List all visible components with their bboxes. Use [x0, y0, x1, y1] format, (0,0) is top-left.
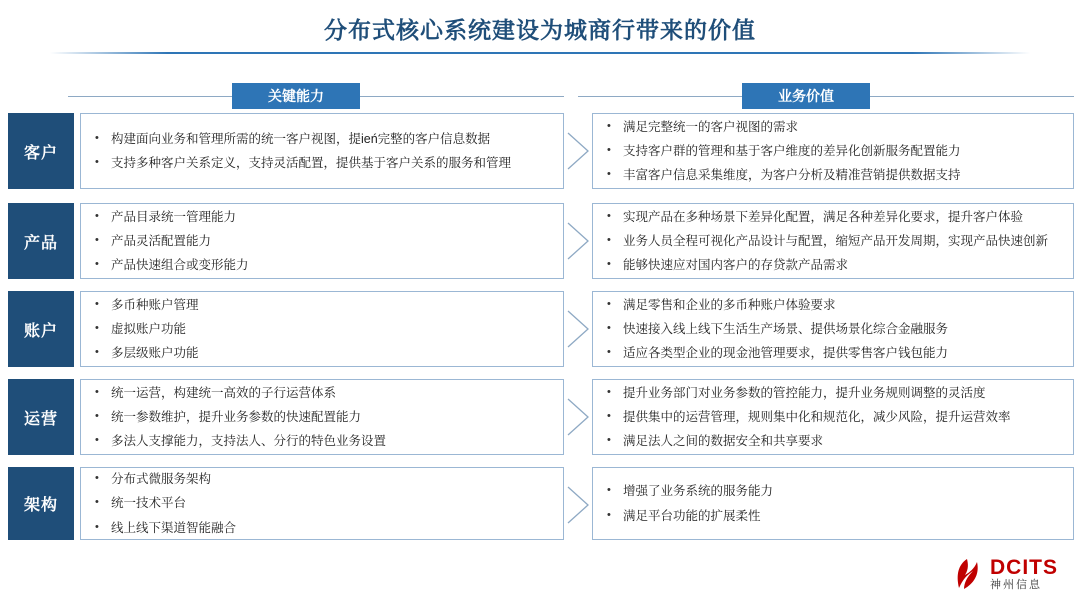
page-title-text: 分布式核心系统建设为城商行带来的价值	[324, 17, 756, 43]
bullet-icon: •	[607, 143, 611, 156]
bullet-icon: •	[95, 385, 99, 398]
bullet-item	[607, 118, 1061, 136]
arrow-icon-3	[566, 397, 592, 437]
bullet-item	[607, 166, 1061, 184]
bullet-text: 多法人支撑能力，支持法人、分行的特色业务设置	[111, 434, 387, 449]
row-label-0: 客户	[8, 113, 74, 189]
bullet-text: 构建面向业务和管理所需的统一客户视图，提ień完整的客户信息数据	[111, 131, 491, 146]
bullet-text: 满足平台功能的扩展柔性	[623, 508, 761, 523]
bullet-item	[95, 432, 551, 450]
bullet-item	[95, 296, 551, 314]
bullet-icon: •	[95, 409, 99, 422]
bullet-text: 产品快速组合或变形能力	[111, 258, 249, 273]
bullet-item	[95, 154, 551, 172]
value-panel-2	[592, 291, 1074, 367]
bullet-text: 多币种账户管理	[111, 297, 199, 312]
bullet-icon: •	[607, 297, 611, 310]
bullet-text: 快速接入线上线下生活生产场景、提供场景化综合金融服务	[623, 321, 949, 336]
bullet-icon: •	[607, 508, 611, 521]
bullet-text: 产品目录统一管理能力	[111, 209, 237, 224]
bullet-text: 实现产品在多种场景下差异化配置，满足各种差异化要求，提升客户体验	[623, 209, 1024, 224]
bullet-text: 满足零售和企业的多币种账户体验要求	[623, 297, 836, 312]
bullet-icon: •	[607, 434, 611, 447]
bullet-text: 增强了业务系统的服务能力	[623, 484, 774, 499]
bullet-text: 多层级账户功能	[111, 346, 199, 361]
arrow-icon-0	[566, 131, 592, 171]
bullet-item	[607, 507, 1061, 525]
capability-panel-1	[80, 203, 564, 279]
bullet-item	[95, 256, 551, 274]
bullet-icon: •	[607, 233, 611, 246]
title-divider	[50, 52, 1030, 54]
bullet-item	[95, 408, 551, 426]
header-rule-left-2	[360, 96, 564, 97]
bullet-item	[95, 344, 551, 362]
bullet-icon: •	[95, 321, 99, 334]
bullet-item	[607, 142, 1061, 160]
bullet-text: 支持客户群的管理和基于客户维度的差异化创新服务配置能力	[623, 143, 961, 158]
bullet-item	[95, 130, 551, 148]
page-title	[0, 12, 1080, 45]
bullet-text: 提供集中的运营管理，规则集中化和规范化，减少风险，提升运营效率	[623, 409, 1011, 424]
bullet-icon: •	[95, 346, 99, 359]
bullet-icon: •	[95, 472, 99, 485]
bullet-icon: •	[607, 119, 611, 132]
bullet-item	[95, 519, 551, 537]
bullet-item	[607, 482, 1061, 500]
bullet-item	[607, 296, 1061, 314]
bullet-item	[607, 232, 1061, 250]
bullet-icon: •	[95, 156, 99, 168]
bullet-text: 产品灵活配置能力	[111, 233, 212, 248]
bullet-icon: •	[607, 168, 611, 181]
bullet-text: 丰富客户信息采集维度，为客户分析及精准营销提供数据支持	[623, 168, 961, 183]
bullet-icon: •	[95, 258, 99, 271]
company-logo	[953, 557, 1058, 591]
bullet-item	[95, 232, 551, 250]
bullet-text: 统一参数维护，提升业务参数的快速配置能力	[111, 409, 362, 424]
header-rule-left-1	[68, 96, 232, 97]
logo-name: DCITS	[990, 556, 1058, 579]
row-label-3: 运营	[8, 379, 74, 455]
bullet-icon: •	[607, 385, 611, 398]
bullet-item	[607, 384, 1061, 402]
bullet-text: 统一运营，构建统一高效的子行运营体系	[111, 385, 337, 400]
header-rule-right-1	[578, 96, 742, 97]
bullet-item	[95, 384, 551, 402]
column-header-capabilities: 关键能力	[232, 83, 360, 109]
bullet-text: 提升业务部门对业务参数的管控能力，提升业务规则调整的灵活度	[623, 385, 986, 400]
logo-subtitle: 神州信息	[990, 579, 1042, 591]
logo-text	[990, 557, 1058, 591]
bullet-icon: •	[607, 409, 611, 422]
bullet-item	[607, 408, 1061, 426]
bullet-icon: •	[607, 346, 611, 359]
bullet-item	[95, 470, 551, 488]
arrow-icon-2	[566, 309, 592, 349]
bullet-text: 线上线下渠道智能融合	[111, 520, 237, 535]
value-panel-3	[592, 379, 1074, 455]
bullet-icon: •	[95, 131, 99, 144]
column-header-values: 业务价值	[742, 83, 870, 109]
bullet-text: 虚拟账户功能	[111, 321, 187, 336]
row-label-4: 架构	[8, 467, 74, 540]
arrow-icon-4	[566, 485, 592, 525]
bullet-icon: •	[607, 258, 611, 271]
header-rule-right-2	[870, 96, 1074, 97]
bullet-item	[607, 208, 1061, 226]
arrow-icon-1	[566, 221, 592, 261]
capability-panel-4	[80, 467, 564, 540]
capability-panel-0	[80, 113, 564, 189]
bullet-icon: •	[95, 209, 99, 222]
value-panel-0	[592, 113, 1074, 189]
row-label-2: 账户	[8, 291, 74, 367]
row-label-1: 产品	[8, 203, 74, 279]
bullet-text: 分布式微服务架构	[111, 472, 212, 487]
bullet-text: 适应各类型企业的现金池管理要求，提供零售客户钱包能力	[623, 346, 949, 361]
bullet-text: 业务人员全程可视化产品设计与配置，缩短产品开发周期，实现产品快速创新	[623, 233, 1049, 248]
bullet-item	[607, 320, 1061, 338]
bullet-text: 统一技术平台	[111, 496, 187, 511]
value-panel-4	[592, 467, 1074, 540]
bullet-icon: •	[95, 434, 99, 447]
value-panel-1	[592, 203, 1074, 279]
bullet-icon: •	[95, 496, 99, 509]
bullet-item	[607, 432, 1061, 450]
bullet-item	[607, 344, 1061, 362]
bullet-icon: •	[607, 209, 611, 222]
bullet-item	[95, 208, 551, 226]
bullet-icon: •	[95, 520, 99, 533]
bullet-icon: •	[607, 321, 611, 334]
bullet-item	[95, 320, 551, 338]
bullet-item	[95, 494, 551, 512]
capability-panel-2	[80, 291, 564, 367]
capability-panel-3	[80, 379, 564, 455]
bullet-icon: •	[607, 484, 611, 497]
bullet-text: 能够快速应对国内客户的存贷款产品需求	[623, 258, 849, 273]
bullet-icon: •	[95, 233, 99, 246]
dcits-mark-icon	[953, 557, 983, 591]
bullet-text: 满足完整统一的客户视图的需求	[623, 119, 799, 134]
bullet-item	[607, 256, 1061, 274]
bullet-text: 支持多种客户关系定义，支持灵活配置，提供基于客户关系的服务和管理	[111, 156, 512, 170]
bullet-text: 满足法人之间的数据安全和共享要求	[623, 434, 824, 449]
bullet-icon: •	[95, 297, 99, 310]
